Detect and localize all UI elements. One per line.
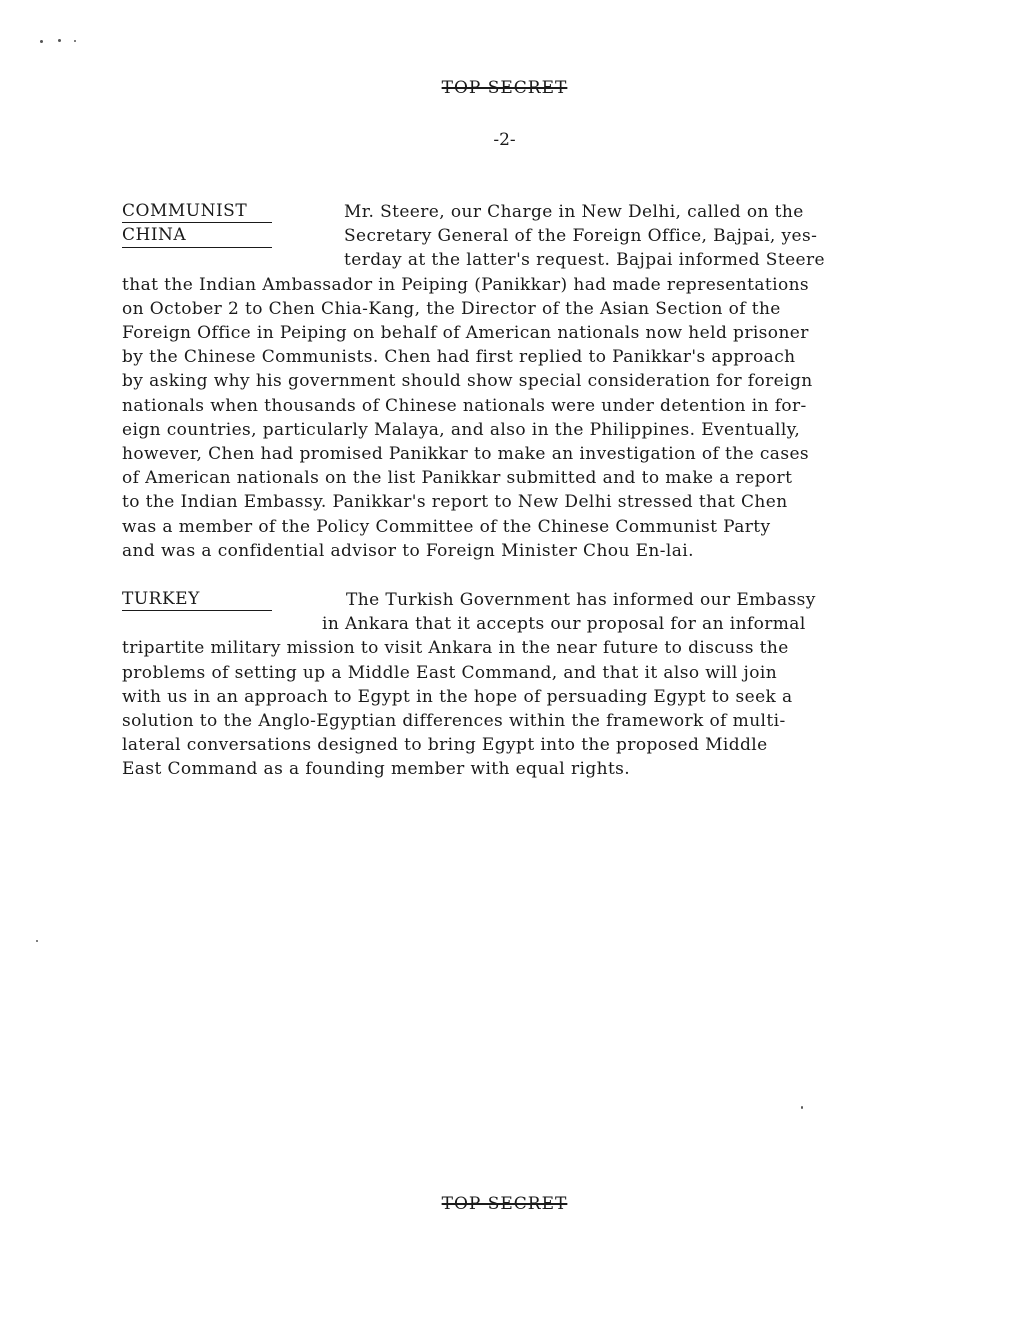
paragraph	[122, 200, 960, 563]
top-classification-marking	[0, 78, 1009, 98]
classification-text: TOP SECRET	[441, 78, 568, 98]
text-line: that the Indian Ambassador in Peiping (Panikkar) had made representations	[122, 274, 810, 295]
paragraph	[122, 588, 960, 782]
text-line: however, Chen had promised Panikkar to make an investigation of the cases	[122, 444, 810, 465]
text-line: eign countries, particularly Malaya, and also in the Philippines. Eventually,	[122, 419, 801, 440]
heading-line: CHINA	[122, 223, 272, 248]
text-line: tripartite military mission to visit Ankara in the near future to discuss the	[122, 638, 789, 659]
text-line: with us in an approach to Egypt in the hope of persuading Egypt to seek a	[122, 686, 793, 707]
heading-line: COMMUNIST	[122, 200, 272, 223]
scan-speck	[801, 1106, 803, 1109]
text-line: solution to the Anglo-Egyptian differences within the framework of multi-	[122, 711, 786, 732]
scan-speck	[58, 39, 61, 42]
section-heading	[122, 588, 272, 611]
text-line: in Ankara that it accepts our proposal for an informal	[322, 614, 806, 635]
classification-text: TOP SECRET	[441, 1194, 568, 1214]
heading-line: TURKEY	[122, 588, 272, 611]
text-line: East Command as a founding member with equal rights.	[122, 759, 631, 780]
text-line: of American nationals on the list Panikkar submitted and to make a report	[122, 468, 793, 489]
bottom-classification-marking	[0, 1194, 1009, 1214]
text-line: was a member of the Policy Committee of the Chinese Communist Party	[122, 516, 771, 537]
text-line: The Turkish Government has informed our Embassy	[346, 590, 816, 610]
scan-speck	[36, 940, 38, 942]
text-line: Foreign Office in Peiping on behalf of American nationals now held prisoner	[122, 323, 809, 344]
section-turkey	[122, 588, 960, 782]
text-line: problems of setting up a Middle East Command, and that it also will join	[122, 662, 778, 683]
text-line: Mr. Steere, our Charge in New Delhi, called on the	[344, 202, 804, 222]
text-line: Secretary General of the Foreign Office, Bajpai, yes-	[344, 226, 818, 247]
text-line: and was a confidential advisor to Foreign Minister Chou En-lai.	[122, 540, 694, 561]
text-line: nationals when thousands of Chinese nationals were under detention in for-	[122, 395, 807, 416]
text-line: lateral conversations designed to bring Egypt into the proposed Middle	[122, 735, 768, 756]
text-line: by asking why his government should show special consideration for foreign	[122, 371, 813, 392]
section-communist-china	[122, 200, 960, 563]
section-heading	[122, 200, 272, 248]
text-line: terday at the latter's request. Bajpai informed Steere	[344, 250, 825, 271]
text-line: on October 2 to Chen Chia-Kang, the Director of the Asian Section of the	[122, 298, 781, 319]
scan-speck	[74, 40, 76, 42]
scan-speck	[40, 40, 43, 43]
text-line: by the Chinese Communists. Chen had first replied to Panikkar's approach	[122, 347, 796, 368]
text-line: to the Indian Embassy. Panikkar's report to New Delhi stressed that Chen	[122, 492, 788, 513]
page-number: -2-	[493, 130, 516, 150]
